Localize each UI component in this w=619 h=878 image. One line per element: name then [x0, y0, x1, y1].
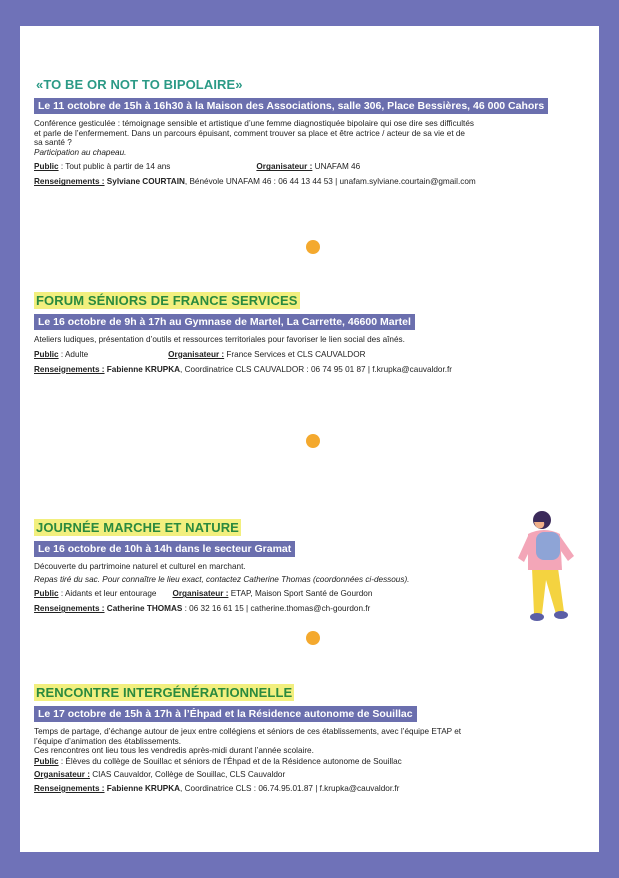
- event-date-bar: Le 17 octobre de 15h à 17h à l’Éhpad et la Résidence autonome de Souillac: [34, 706, 417, 722]
- event-title: «TO BE OR NOT TO BIPOLAIRE»: [36, 77, 243, 92]
- description-line: sa santé ?: [34, 138, 72, 148]
- renseignements-line: [34, 604, 589, 614]
- event-forum-seniors: [34, 292, 589, 375]
- public-line: [34, 757, 589, 767]
- description-line: Participation au chapeau.: [34, 147, 127, 157]
- separator-dot: [306, 434, 320, 448]
- contact-name: Fabienne KRUPKA: [104, 783, 181, 793]
- event-date-bar: Le 11 octobre de 15h à 16h30 à la Maison des Associations, salle 306, Place Bessières, 46 000 Cahors: [34, 98, 548, 114]
- event-title: JOURNÉE MARCHE ET NATURE: [36, 520, 239, 535]
- contact-details[interactable]: , Bénévole UNAFAM 46 : 06 44 13 44 53 | unafam.sylviane.courtain@gmail.com: [184, 177, 476, 187]
- organisateur-value: UNAFAM 46: [312, 162, 361, 172]
- page: [20, 26, 599, 852]
- event-bipolaire: [34, 76, 589, 187]
- renseignements-line: [34, 177, 589, 187]
- organisateur-line: [34, 770, 589, 780]
- public-label: Public: [34, 349, 59, 359]
- description-line: l’équipe d’animation des établissements.: [34, 736, 182, 746]
- event-description: [34, 562, 589, 584]
- public-organisateur-line: [34, 162, 589, 172]
- description-line: et parle de l’enfermement. Dans un parcours épuisant, comment trouver sa place et être actrice / acteur de sa vie et de: [34, 128, 465, 138]
- event-title: RENCONTRE INTERGÉNÉRATIONNELLE: [36, 685, 293, 700]
- organisateur-value: CIAS Cauvaldor, Collège de Souillac, CLS Cauvaldor: [89, 769, 286, 779]
- public-value: : Adulte: [58, 349, 89, 359]
- public-value: : Tout public à partir de 14 ans: [58, 162, 171, 172]
- renseignements-label: Renseignements :: [34, 177, 105, 187]
- hiker-face: [534, 522, 544, 528]
- organisateur-label: Organisateur :: [168, 349, 225, 359]
- description-line: Repas tiré du sac. Pour connaître le lieu exact, contactez Catherine Thomas (coordonnées ci-dessous).: [34, 574, 410, 584]
- public-label: Public: [34, 589, 59, 599]
- event-title: FORUM SÉNIORS DE FRANCE SERVICES: [36, 293, 298, 308]
- organisateur-label: Organisateur :: [34, 769, 90, 779]
- hiker-illustration: [512, 504, 582, 636]
- description-line: Découverte du partrimoine naturel et culturel en marchant.: [34, 562, 246, 571]
- public-organisateur-line: [34, 589, 589, 599]
- event-date-bar: Le 16 octobre de 9h à 17h au Gymnase de Martel, La Carrette, 46600 Martel: [34, 314, 415, 330]
- contact-name: Fabienne KRUPKA: [104, 364, 181, 374]
- separator-dot: [306, 240, 320, 254]
- description-line: Conférence gesticulée : témoignage sensible et artistique d’une femme diagnostiquée bipolaire qui ose dire ses difficultés: [34, 119, 474, 128]
- organisateur-value: France Services et CLS CAUVALDOR: [224, 349, 366, 359]
- contact-details[interactable]: , Coordinatrice CLS CAUVALDOR : 06 74 95 01 87 | f.krupka@cauvaldor.fr: [180, 364, 453, 374]
- hiker-shoe: [554, 611, 568, 619]
- public-label: Public: [34, 162, 59, 172]
- event-date-bar: Le 16 octobre de 10h à 14h dans le secteur Gramat: [34, 541, 295, 557]
- event-description: [34, 727, 589, 756]
- event-intergenerationnelle: [34, 684, 589, 794]
- contact-details[interactable]: : 06 32 16 61 15 | catherine.thomas@ch-gourdon.fr: [182, 604, 371, 614]
- hiker-legs: [532, 568, 564, 614]
- event-marche-nature: [34, 519, 589, 614]
- renseignements-label: Renseignements :: [34, 364, 105, 374]
- public-value: : Aidants et leur entourage: [58, 589, 157, 599]
- separator-dot: [306, 631, 320, 645]
- renseignements-line: [34, 784, 589, 794]
- description-line: Ces rencontres ont lieu tous les vendredis après-midi durant l’année scolaire.: [34, 746, 314, 756]
- organisateur-label: Organisateur :: [256, 162, 313, 172]
- event-description: [34, 335, 589, 345]
- public-value: : Élèves du collège de Souillac et séniors de l’Éhpad et de la Résidence autonome de Souillac: [58, 756, 402, 766]
- backpack: [536, 532, 560, 560]
- renseignements-label: Renseignements :: [34, 604, 105, 614]
- contact-details[interactable]: , Coordinatrice CLS : 06.74.95.01.87 | f.krupka@cauvaldor.fr: [180, 783, 400, 793]
- description-line: Ateliers ludiques, présentation d’outils et ressources territoriales pour favoriser le lien social des aînés.: [34, 335, 405, 344]
- renseignements-label: Renseignements :: [34, 783, 105, 793]
- renseignements-line: [34, 365, 589, 375]
- contact-name: Catherine THOMAS: [104, 604, 183, 614]
- organisateur-label: Organisateur :: [172, 589, 229, 599]
- organisateur-value: ETAP, Maison Sport Santé de Gourdon: [228, 589, 373, 599]
- description-line: Temps de partage, d’échange autour de jeux entre collégiens et séniors de ces établissements, avec l’équipe ETAP et: [34, 727, 462, 736]
- event-description: [34, 119, 589, 157]
- public-organisateur-line: [34, 350, 589, 360]
- public-label: Public: [34, 756, 59, 766]
- contact-name: Sylviane COURTAIN: [104, 177, 185, 187]
- hiker-shoe: [530, 613, 544, 621]
